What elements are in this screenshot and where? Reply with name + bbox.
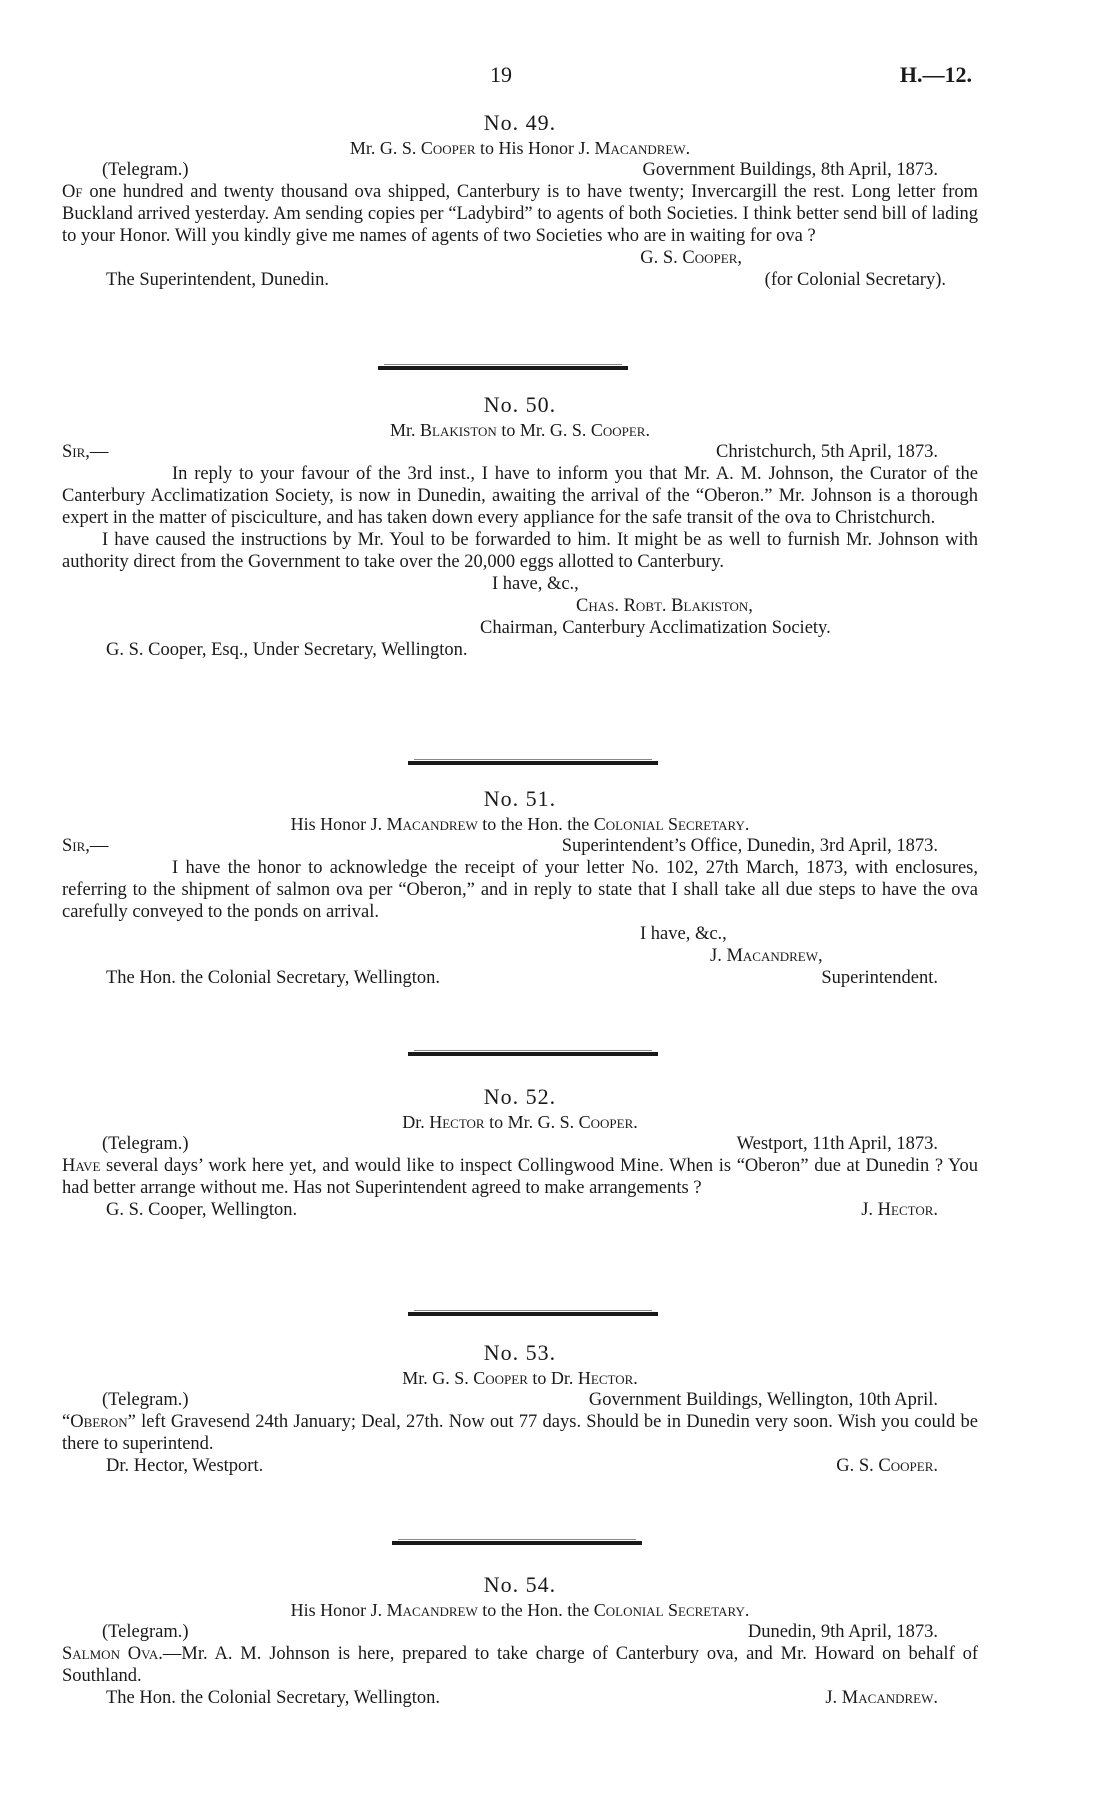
place-date: Westport, 11th April, 1873. [736, 1134, 938, 1154]
place-date: Superintendent’s Office, Dunedin, 3rd April, 1873. [561, 836, 938, 856]
document-52 [62, 1084, 978, 1221]
signature-line [62, 247, 978, 269]
signer: J. Macandrew, [710, 946, 823, 966]
heading-line [62, 1389, 978, 1411]
document-number: No. 51. [483, 786, 557, 811]
document-kind: (Telegram.) [102, 1622, 189, 1642]
page-reference: H.—12. [899, 62, 972, 87]
addressee: G. S. Cooper, Wellington. [106, 1200, 298, 1220]
document-number: No. 52. [483, 1084, 557, 1109]
closing: I have, &c., [492, 574, 579, 594]
document-54 [62, 1572, 978, 1709]
document-kind: (Telegram.) [102, 1134, 189, 1154]
document-title: His Honor J. Macandrew to the Hon. the Colonial Secretary. [290, 814, 750, 834]
signature-line [62, 595, 978, 617]
addressee-line [62, 269, 978, 291]
addressee-line [62, 967, 978, 989]
document-title: His Honor J. Macandrew to the Hon. the Colonial Secretary. [290, 1600, 750, 1620]
signer-role-line [62, 617, 978, 639]
addressee: The Hon. the Colonial Secretary, Wellington. [106, 968, 441, 988]
addressee-line [62, 639, 978, 661]
signer: J. Hector. [861, 1200, 938, 1220]
document-kind: (Telegram.) [102, 160, 189, 180]
signer: Chas. Robt. Blakiston, [576, 596, 753, 616]
letter-paragraph: In reply to your favour of the 3rd inst., I have to inform you that Mr. A. M. Johnson, the Curator of the Canterbury Acclimatization Society, is now in Dunedin, awaiting the arrival of the “Oberon.” Mr. Johnson is a thorough expert in the matter of pisciculture, and has taken down every appliance for the safe transit of the ova to Christchurch. [62, 464, 978, 528]
signer: G. S. Cooper. [836, 1456, 938, 1476]
telegram-body: Salmon Ova.—Mr. A. M. Johnson is here, prepared to take charge of Canterbury ova, and Mr. Howard on behalf of Southland. [62, 1644, 979, 1686]
document-49 [62, 110, 978, 291]
addressee: The Superintendent, Dunedin. [106, 270, 329, 290]
document-53 [62, 1340, 978, 1477]
letter-paragraph: I have caused the instructions by Mr. Youl to be forwarded to him. It might be as well to furnish Mr. Johnson with authority direct from the Government to take over the 20,000 eggs allotted to Canterbury. [62, 530, 978, 572]
heading-line [62, 1621, 978, 1643]
document-title: Mr. G. S. Cooper to Dr. Hector. [402, 1368, 638, 1388]
place-date: Christchurch, 5th April, 1873. [716, 442, 938, 462]
letter-paragraph: I have the honor to acknowledge the receipt of your letter No. 102, 27th March, 1873, with enclosures, referring to the shipment of salmon ova per “Oberon,” and in reply to state that I shall take all due steps to have the ova carefully conveyed to the ponds on arrival. [62, 858, 978, 922]
section-divider [408, 761, 658, 765]
section-divider [392, 1541, 642, 1545]
document-kind: (Telegram.) [102, 1390, 189, 1410]
closing-line [62, 923, 978, 945]
closing-line [62, 573, 978, 595]
heading-line [62, 441, 978, 463]
document-number: No. 50. [483, 392, 557, 417]
addressee-line [62, 1687, 978, 1709]
heading-line [62, 159, 978, 181]
place-date: Government Buildings, 8th April, 1873. [642, 160, 938, 180]
salutation: Sir,— [62, 836, 109, 856]
addressee-line [62, 1199, 978, 1221]
document-title: Mr. Blakiston to Mr. G. S. Cooper. [390, 420, 650, 440]
signer-role: (for Colonial Secretary). [764, 270, 946, 290]
document-title: Mr. G. S. Cooper to His Honor J. Macandrew. [349, 138, 691, 158]
document-50 [62, 392, 978, 661]
section-divider [408, 1312, 658, 1316]
document-51 [62, 786, 978, 989]
addressee: G. S. Cooper, Esq., Under Secretary, Wellington. [106, 640, 468, 660]
heading-line [62, 1133, 978, 1155]
signer: G. S. Cooper, [640, 248, 742, 268]
document-number: No. 53. [483, 1340, 557, 1365]
telegram-body: Have several days’ work here yet, and would like to inspect Collingwood Mine. When is “Oberon” due at Dunedin ? You had better arrange without me. Has not Superintendent agreed to make arrangements ? [62, 1156, 978, 1198]
telegram-body: Of one hundred and twenty thousand ova shipped, Canterbury is to have twenty; Invercargill the rest. Long letter from Buckland arrived yesterday. Am sending copies per “Ladybird” to agents of both Societies. I think better send bill of lading to your Honor. Will you kindly give me names of agents of two Societies who are in waiting for ova ? [62, 182, 978, 246]
section-divider [378, 366, 628, 370]
place-date: Dunedin, 9th April, 1873. [747, 1622, 938, 1642]
place-date: Government Buildings, Wellington, 10th April. [588, 1390, 938, 1410]
addressee-line [62, 1455, 978, 1477]
closing: I have, &c., [640, 924, 727, 944]
salutation: Sir,— [62, 442, 109, 462]
document-number: No. 49. [483, 110, 557, 135]
document-number: No. 54. [483, 1572, 557, 1597]
addressee: Dr. Hector, Westport. [106, 1456, 264, 1476]
signer-role: Chairman, Canterbury Acclimatization Society. [480, 618, 831, 638]
page-number: 19 [490, 62, 512, 87]
document-title: Dr. Hector to Mr. G. S. Cooper. [402, 1112, 638, 1132]
heading-line [62, 835, 978, 857]
addressee: The Hon. the Colonial Secretary, Wellington. [106, 1688, 441, 1708]
signer: J. Macandrew. [825, 1688, 938, 1708]
signer-role: Superintendent. [821, 968, 938, 988]
telegram-body: “Oberon” left Gravesend 24th January; Deal, 27th. Now out 77 days. Should be in Dunedin very soon. Wish you could be there to superintend. [62, 1412, 978, 1454]
signature-line [62, 945, 978, 967]
section-divider [408, 1052, 658, 1056]
